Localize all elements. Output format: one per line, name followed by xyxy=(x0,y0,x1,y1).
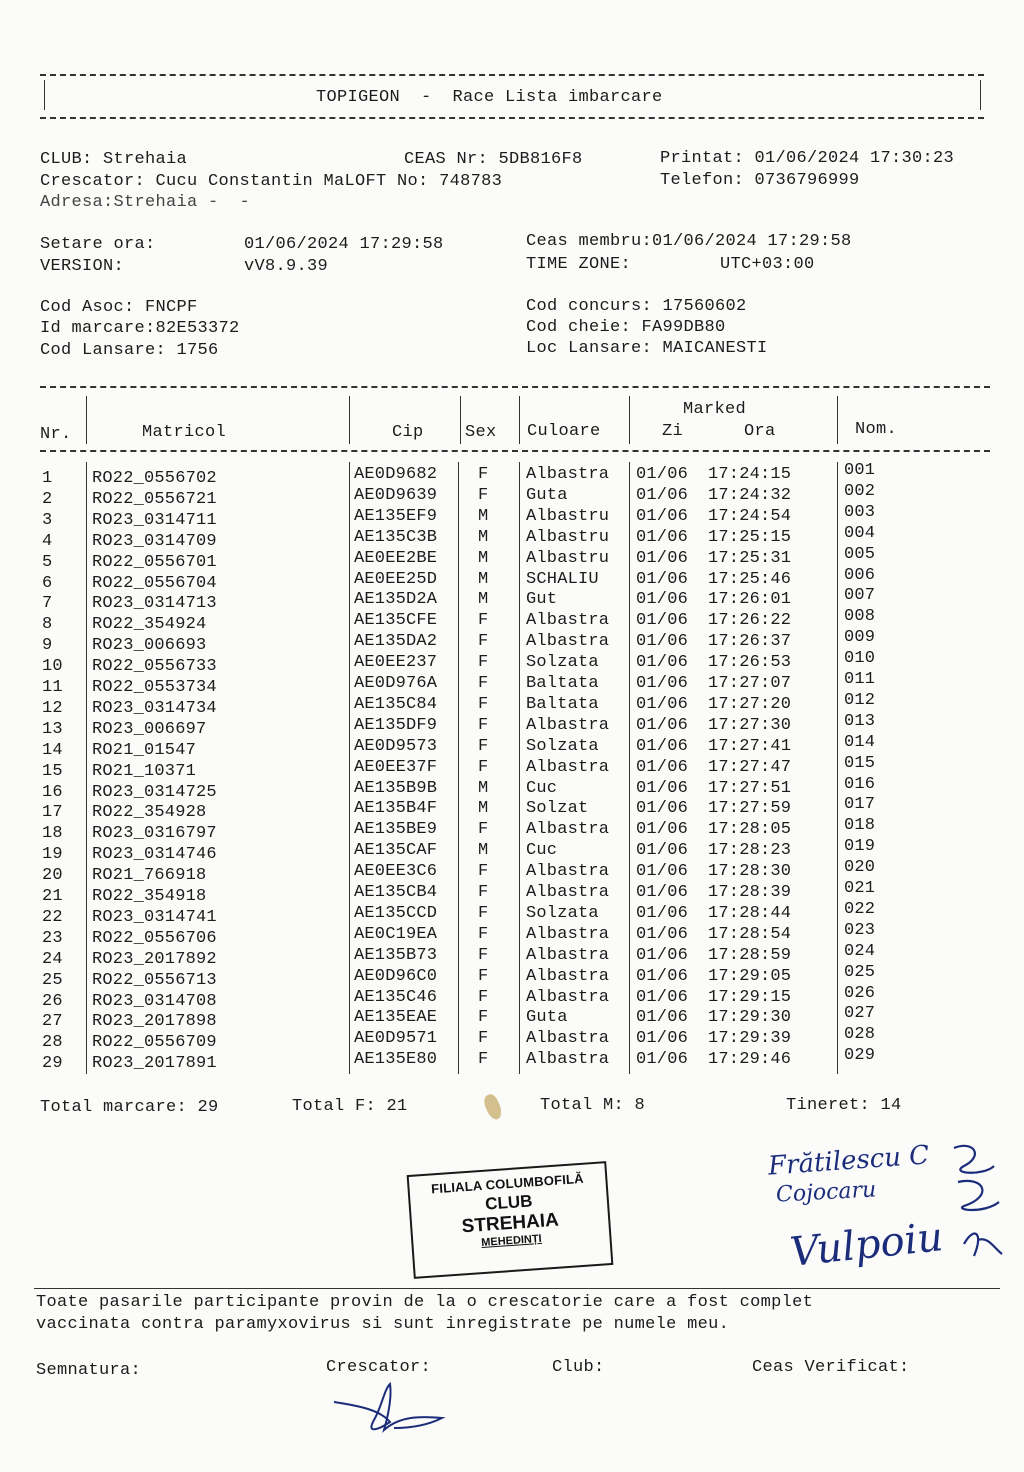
row-day: 01/06 xyxy=(636,757,689,777)
row-nr: 18 xyxy=(42,824,63,844)
row-day: 01/06 xyxy=(636,548,689,568)
row-sex: F xyxy=(478,862,489,882)
time-set-value: 01/06/2024 17:29:58 xyxy=(244,235,444,254)
row-nr: 9 xyxy=(42,636,53,656)
row-day: 01/06 xyxy=(636,924,689,944)
row-cip: AE0D9682 xyxy=(354,465,438,484)
breeder-signature-label: Crescator: xyxy=(326,1358,432,1377)
row-sex: F xyxy=(478,1050,489,1070)
row-time: 17:25:15 xyxy=(708,527,792,547)
row-sex: F xyxy=(478,674,489,693)
row-day: 01/06 xyxy=(636,527,689,547)
release-code: Cod Lansare: 1756 xyxy=(40,341,219,360)
row-day: 01/06 xyxy=(636,862,689,882)
row-cip: AE135B4F xyxy=(354,799,438,819)
row-nom: 006 xyxy=(844,565,876,585)
total-marked: Total marcare: 29 xyxy=(40,1098,219,1117)
row-time: 17:26:37 xyxy=(708,632,792,652)
table-row xyxy=(0,1046,1000,1074)
row-time: 17:26:53 xyxy=(708,653,792,673)
col-sex: Sex xyxy=(465,423,497,442)
row-nr: 22 xyxy=(42,907,63,927)
row-time: 17:25:31 xyxy=(708,548,792,568)
row-nom: 021 xyxy=(844,879,876,898)
row-culoare: Albastra xyxy=(526,465,610,484)
row-matricol: RO22_0556701 xyxy=(92,552,217,572)
row-nom: 029 xyxy=(844,1046,876,1066)
row-sex: F xyxy=(478,694,489,714)
row-day: 01/06 xyxy=(636,485,689,505)
row-day: 01/06 xyxy=(636,778,689,798)
version-label: VERSION: xyxy=(40,257,125,276)
total-male: Total M: 8 xyxy=(540,1096,646,1115)
row-matricol: RO21_766918 xyxy=(92,866,207,886)
row-nom: 011 xyxy=(844,670,876,689)
row-matricol: RO22_0556721 xyxy=(92,489,217,509)
row-day: 01/06 xyxy=(636,799,689,819)
col-culoare: Culoare xyxy=(527,422,601,441)
row-cip: AE0D96C0 xyxy=(354,966,438,986)
row-nom: 024 xyxy=(844,941,876,961)
handwritten-name-3: Vulpoiu xyxy=(788,1214,946,1276)
row-day: 01/06 xyxy=(636,736,689,756)
row-culoare: Baltata xyxy=(526,694,599,714)
row-culoare: Solzata xyxy=(526,903,599,923)
row-matricol: RO22_354918 xyxy=(92,887,207,906)
row-sex: M xyxy=(478,841,489,861)
row-nr: 27 xyxy=(42,1012,63,1032)
row-matricol: RO23_0314725 xyxy=(92,782,217,802)
row-nr: 1 xyxy=(42,469,53,488)
row-time: 17:29:15 xyxy=(708,987,792,1007)
row-sex: F xyxy=(478,903,489,923)
marking-id: Id marcare:82E53372 xyxy=(40,319,240,338)
row-nom: 018 xyxy=(844,816,876,836)
row-cip: AE0EE37F xyxy=(354,757,438,777)
row-culoare: Solzat xyxy=(526,799,589,819)
row-time: 17:28:30 xyxy=(708,862,792,882)
row-culoare: Guta xyxy=(526,485,568,505)
row-culoare: Albastra xyxy=(526,987,610,1007)
row-nr: 17 xyxy=(42,803,63,823)
row-culoare: Baltata xyxy=(526,674,599,693)
row-sex: F xyxy=(478,757,489,777)
timezone-value: UTC+03:00 xyxy=(720,255,815,274)
row-nr: 25 xyxy=(42,970,63,990)
row-time: 17:25:46 xyxy=(708,569,792,589)
row-nom: 005 xyxy=(844,544,876,564)
row-day: 01/06 xyxy=(636,945,689,965)
row-culoare: Albastru xyxy=(526,527,610,547)
signature-scribble-right xyxy=(944,1136,1008,1276)
row-day: 01/06 xyxy=(636,590,689,610)
row-nom: 017 xyxy=(844,795,876,815)
row-culoare: Albastra xyxy=(526,924,610,944)
breeder-signature xyxy=(330,1376,470,1446)
row-nom: 001 xyxy=(844,461,876,480)
footer-rule xyxy=(34,1288,1000,1289)
row-time: 17:28:54 xyxy=(708,924,792,944)
row-nr: 16 xyxy=(42,782,63,802)
row-nom: 004 xyxy=(844,523,876,543)
row-cip: AE135CCD xyxy=(354,903,438,923)
breeder-name: Crescator: Cucu Constantin MaLOFT No: 748783 xyxy=(40,172,503,191)
key-code: Cod cheie: FA99DB80 xyxy=(526,318,726,337)
row-matricol: RO23_006697 xyxy=(92,719,207,739)
row-culoare: Albastra xyxy=(526,862,610,882)
row-time: 17:28:23 xyxy=(708,841,792,861)
total-young: Tineret: 14 xyxy=(786,1096,902,1115)
row-matricol: RO21_01547 xyxy=(92,740,197,760)
row-culoare: Albastru xyxy=(526,548,610,568)
total-female: Total F: 21 xyxy=(292,1097,408,1116)
row-sex: F xyxy=(478,1029,489,1049)
statement-line-2: vaccinata contra paramyxovirus si sunt inregistrate pe numele meu. xyxy=(36,1315,730,1334)
row-sex: M xyxy=(478,778,489,798)
release-location: Loc Lansare: MAICANESTI xyxy=(526,339,768,358)
row-sex: F xyxy=(478,883,489,902)
row-cip: AE0C19EA xyxy=(354,924,438,944)
row-nom: 019 xyxy=(844,837,876,857)
row-time: 17:27:47 xyxy=(708,757,792,777)
row-nom: 010 xyxy=(844,649,876,669)
row-matricol: RO23_0316797 xyxy=(92,824,217,844)
row-culoare: Albastra xyxy=(526,757,610,777)
row-cip: AE135C3B xyxy=(354,527,438,547)
row-sex: M xyxy=(478,569,489,589)
row-sex: F xyxy=(478,945,489,965)
row-nr: 6 xyxy=(42,573,53,593)
row-nr: 12 xyxy=(42,698,63,718)
row-matricol: RO22_0556733 xyxy=(92,657,217,677)
row-time: 17:26:01 xyxy=(708,590,792,610)
row-culoare: Cuc xyxy=(526,841,558,861)
member-clock: Ceas membru:01/06/2024 17:29:58 xyxy=(526,232,852,251)
row-culoare: Solzata xyxy=(526,653,599,673)
row-matricol: RO22_354928 xyxy=(92,803,207,823)
time-set-label: Setare ora: xyxy=(40,235,156,254)
row-cip: AE135EF9 xyxy=(354,506,438,526)
row-sex: M xyxy=(478,590,489,610)
row-time: 17:28:39 xyxy=(708,883,792,902)
row-cip: AE135BE9 xyxy=(354,820,438,840)
row-time: 17:24:15 xyxy=(708,465,792,484)
stamp-line-2: CLUB xyxy=(484,1191,533,1214)
row-sex: M xyxy=(478,527,489,547)
row-day: 01/06 xyxy=(636,715,689,735)
row-time: 17:27:20 xyxy=(708,694,792,714)
row-nom: 008 xyxy=(844,607,876,627)
row-culoare: Albastra xyxy=(526,966,610,986)
row-matricol: RO23_0314711 xyxy=(92,510,217,530)
row-nom: 007 xyxy=(844,586,876,606)
row-time: 17:29:05 xyxy=(708,966,792,986)
row-culoare: Albastra xyxy=(526,632,610,652)
row-cip: AE135EAE xyxy=(354,1008,438,1028)
row-cip: AE135DF9 xyxy=(354,715,438,735)
row-matricol: RO22_0556704 xyxy=(92,573,217,593)
contest-code: Cod concurs: 17560602 xyxy=(526,297,747,316)
row-cip: AE135C84 xyxy=(354,694,438,714)
row-cip: AE0EE237 xyxy=(354,653,438,673)
print-time: Printat: 01/06/2024 17:30:23 xyxy=(660,149,955,168)
row-culoare: Albastra xyxy=(526,611,610,631)
row-day: 01/06 xyxy=(636,674,689,693)
row-day: 01/06 xyxy=(636,1029,689,1049)
row-nom: 016 xyxy=(844,774,876,794)
row-nr: 7 xyxy=(42,594,53,614)
row-day: 01/06 xyxy=(636,611,689,631)
row-day: 01/06 xyxy=(636,653,689,673)
row-nr: 2 xyxy=(42,489,53,509)
row-nr: 26 xyxy=(42,991,63,1011)
row-cip: AE0EE3C6 xyxy=(354,862,438,882)
stamp-line-3: STREHAIA xyxy=(461,1209,560,1238)
row-nr: 29 xyxy=(42,1054,63,1074)
clock-verified-label: Ceas Verificat: xyxy=(752,1358,910,1377)
row-matricol: RO23_0314741 xyxy=(92,907,217,927)
row-day: 01/06 xyxy=(636,883,689,902)
row-nom: 003 xyxy=(844,502,876,522)
row-culoare: Cuc xyxy=(526,778,558,798)
version-value: vV8.9.39 xyxy=(244,257,329,276)
row-matricol: RO23_2017898 xyxy=(92,1012,217,1032)
row-culoare: Albastra xyxy=(526,820,610,840)
row-sex: F xyxy=(478,611,489,631)
row-sex: M xyxy=(478,799,489,819)
row-nr: 24 xyxy=(42,949,63,969)
row-day: 01/06 xyxy=(636,506,689,526)
row-matricol: RO23_0314709 xyxy=(92,531,217,551)
row-culoare: Albastra xyxy=(526,883,610,902)
row-day: 01/06 xyxy=(636,903,689,923)
row-time: 17:27:07 xyxy=(708,674,792,693)
row-sex: F xyxy=(478,1008,489,1028)
col-zi: Zi xyxy=(662,422,684,441)
row-day: 01/06 xyxy=(636,987,689,1007)
row-cip: AE135CFE xyxy=(354,611,438,631)
col-cip: Cip xyxy=(392,423,424,442)
row-day: 01/06 xyxy=(636,1008,689,1028)
phone: Telefon: 0736796999 xyxy=(660,171,860,190)
row-nom: 026 xyxy=(844,983,876,1003)
row-sex: F xyxy=(478,924,489,944)
row-cip: AE135B9B xyxy=(354,778,438,798)
row-cip: AE135DA2 xyxy=(354,632,438,652)
row-matricol: RO22_0556702 xyxy=(92,469,217,488)
row-time: 17:27:51 xyxy=(708,778,792,798)
row-nom: 002 xyxy=(844,481,876,501)
col-marked: Marked xyxy=(683,400,747,419)
row-nr: 15 xyxy=(42,761,63,781)
row-culoare: Albastru xyxy=(526,506,610,526)
row-nr: 20 xyxy=(42,866,63,886)
statement-line-1: Toate pasarile participante provin de la o crescatorie care a fost complet xyxy=(36,1293,814,1312)
row-cip: AE135C46 xyxy=(354,987,438,1007)
row-matricol: RO23_0314713 xyxy=(92,594,217,614)
row-sex: F xyxy=(478,715,489,735)
report-title: TOPIGEON - Race Lista imbarcare xyxy=(316,88,663,107)
row-sex: F xyxy=(478,632,489,652)
row-time: 17:29:39 xyxy=(708,1029,792,1049)
row-cip: AE135CAF xyxy=(354,841,438,861)
row-time: 17:29:46 xyxy=(708,1050,792,1070)
row-cip: AE0D9571 xyxy=(354,1029,438,1049)
row-culoare: Solzata xyxy=(526,736,599,756)
row-matricol: RO22_0556713 xyxy=(92,970,217,990)
address: Adresa:Strehaia - - xyxy=(40,193,251,212)
row-sex: F xyxy=(478,966,489,986)
row-time: 17:27:41 xyxy=(708,736,792,756)
row-matricol: RO23_006693 xyxy=(92,636,207,656)
row-nr: 14 xyxy=(42,740,63,760)
row-time: 17:28:05 xyxy=(708,820,792,840)
row-time: 17:29:30 xyxy=(708,1008,792,1028)
stamp-line-4: MEHEDINȚI xyxy=(480,1232,543,1250)
row-nr: 21 xyxy=(42,887,63,906)
row-time: 17:27:59 xyxy=(708,799,792,819)
row-time: 17:24:54 xyxy=(708,506,792,526)
row-day: 01/06 xyxy=(636,966,689,986)
row-cip: AE135D2A xyxy=(354,590,438,610)
row-nom: 014 xyxy=(844,732,876,752)
row-cip: AE135B73 xyxy=(354,945,438,965)
row-day: 01/06 xyxy=(636,820,689,840)
handwritten-name-2: Cojocaru xyxy=(775,1177,877,1208)
row-matricol: RO22_354924 xyxy=(92,615,207,635)
row-nom: 013 xyxy=(844,711,876,731)
row-sex: F xyxy=(478,820,489,840)
row-nr: 11 xyxy=(42,678,63,697)
col-nr: Nr. xyxy=(40,425,72,444)
col-nom: Nom. xyxy=(855,420,898,439)
row-nr: 4 xyxy=(42,531,53,551)
row-sex: F xyxy=(478,736,489,756)
stamp-line-1: FILIALA COLUMBOFILĂ xyxy=(430,1170,585,1197)
row-matricol: RO23_0314734 xyxy=(92,698,217,718)
row-culoare: Gut xyxy=(526,590,558,610)
timezone-label: TIME ZONE: xyxy=(526,255,632,274)
row-nr: 19 xyxy=(42,845,63,865)
row-day: 01/06 xyxy=(636,569,689,589)
row-nr: 13 xyxy=(42,719,63,739)
row-matricol: RO23_0314746 xyxy=(92,845,217,865)
row-culoare: Albastra xyxy=(526,715,610,735)
row-cip: AE135CB4 xyxy=(354,883,438,902)
row-culoare: Albastra xyxy=(526,1029,610,1049)
row-nom: 025 xyxy=(844,962,876,982)
row-nr: 3 xyxy=(42,510,53,530)
clock-number: CEAS Nr: 5DB816F8 xyxy=(404,150,583,169)
club-stamp xyxy=(407,1161,614,1279)
row-culoare: Albastra xyxy=(526,1050,610,1070)
row-nom: 015 xyxy=(844,753,876,773)
club-name: CLUB: Strehaia xyxy=(40,150,188,169)
row-nom: 028 xyxy=(844,1025,876,1045)
row-sex: M xyxy=(478,506,489,526)
row-matricol: RO22_0553734 xyxy=(92,678,217,697)
row-cip: AE135E80 xyxy=(354,1050,438,1070)
row-nom: 012 xyxy=(844,690,876,710)
assoc-code: Cod Asoc: FNCPF xyxy=(40,298,198,317)
row-day: 01/06 xyxy=(636,841,689,861)
row-time: 17:24:32 xyxy=(708,485,792,505)
row-time: 17:28:59 xyxy=(708,945,792,965)
row-matricol: RO21_10371 xyxy=(92,761,197,781)
row-cip: AE0EE2BE xyxy=(354,548,438,568)
club-signature-label: Club: xyxy=(552,1358,605,1377)
paper-stain xyxy=(481,1092,505,1121)
row-culoare: SCHALIU xyxy=(526,569,599,589)
row-day: 01/06 xyxy=(636,465,689,484)
row-sex: M xyxy=(478,548,489,568)
row-sex: F xyxy=(478,987,489,1007)
col-matricol: Matricol xyxy=(142,423,227,442)
row-nr: 28 xyxy=(42,1033,63,1053)
row-nom: 027 xyxy=(844,1004,876,1024)
signature-label: Semnatura: xyxy=(36,1361,142,1380)
row-day: 01/06 xyxy=(636,1050,689,1070)
row-day: 01/06 xyxy=(636,694,689,714)
row-matricol: RO23_2017892 xyxy=(92,949,217,969)
row-time: 17:28:44 xyxy=(708,903,792,923)
row-nom: 023 xyxy=(844,920,876,940)
row-nr: 10 xyxy=(42,657,63,677)
row-cip: AE0D976A xyxy=(354,674,438,693)
row-matricol: RO22_0556706 xyxy=(92,928,217,948)
row-cip: AE0EE25D xyxy=(354,569,438,589)
row-nr: 23 xyxy=(42,928,63,948)
row-nom: 020 xyxy=(844,858,876,878)
row-matricol: RO22_0556709 xyxy=(92,1033,217,1053)
row-day: 01/06 xyxy=(636,632,689,652)
row-cip: AE0D9639 xyxy=(354,485,438,505)
row-culoare: Albastra xyxy=(526,945,610,965)
row-matricol: RO23_0314708 xyxy=(92,991,217,1011)
row-nr: 8 xyxy=(42,615,53,635)
row-sex: F xyxy=(478,485,489,505)
row-sex: F xyxy=(478,465,489,484)
row-time: 17:26:22 xyxy=(708,611,792,631)
handwritten-name-1: Frătilescu C xyxy=(767,1140,931,1182)
row-matricol: RO23_2017891 xyxy=(92,1054,217,1074)
row-nr: 5 xyxy=(42,552,53,572)
col-ora: Ora xyxy=(744,422,776,441)
row-sex: F xyxy=(478,653,489,673)
row-cip: AE0D9573 xyxy=(354,736,438,756)
row-nom: 022 xyxy=(844,899,876,919)
row-nom: 009 xyxy=(844,628,876,648)
row-culoare: Guta xyxy=(526,1008,568,1028)
row-time: 17:27:30 xyxy=(708,715,792,735)
